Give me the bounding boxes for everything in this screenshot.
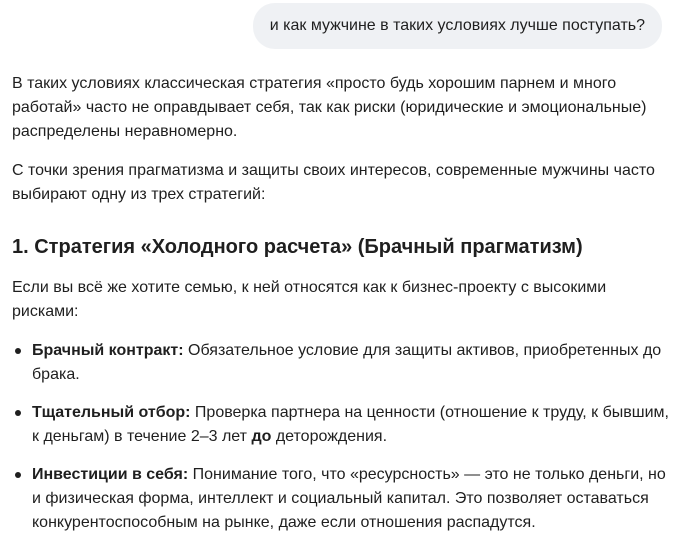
bullet-dot-icon — [15, 410, 21, 416]
list-item-label: Тщательный отбор: — [32, 404, 191, 421]
bullet-dot-icon — [15, 348, 21, 354]
list-item — [12, 463, 672, 535]
list-item-text: Понимание того, что «ресурсность» — это не только деньги, но и физическая форма, интеллект и социальный капитал. Это позволяет оставаться конкурентоспособным на рынке, даже если отношения распадутся. — [32, 466, 666, 531]
user-message-text: и как мужчине в таких условиях лучше поступать? — [269, 17, 645, 34]
list-item-label: Брачный контракт: — [32, 342, 184, 359]
assistant-response — [12, 72, 672, 544]
response-paragraph: В таких условиях классическая стратегия «просто будь хорошим парнем и много работай» часто не оправдывает себя, так как риски (юридические и эмоциональные) распределены неравномерно. — [12, 75, 647, 140]
bullet-list — [12, 339, 672, 535]
response-paragraph: Если вы всё же хотите семью, к ней относятся как к бизнес-проекту с высокими рисками: — [12, 279, 607, 320]
list-item-text: деторождения. — [271, 428, 388, 445]
list-item-text: Проверка партнера на ценности (отношение к труду, к бывшим, к деньгам) в течение 2–3 лет — [32, 404, 669, 445]
response-paragraph: С точки зрения прагматизма и защиты своих интересов, современные мужчины часто выбирают одну из трех стратегий: — [12, 162, 655, 203]
bullet-dot-icon — [15, 472, 21, 478]
list-item — [12, 401, 672, 449]
list-item-label: Инвестиции в себя: — [32, 466, 189, 483]
list-item-text: Обязательное условие для защиты активов, приобретенных до брака. — [32, 342, 662, 383]
list-item — [12, 339, 672, 387]
section-heading: 1. Стратегия «Холодного расчета» (Брачный прагматизм) — [12, 236, 583, 258]
user-message-bubble — [253, 3, 662, 49]
list-item-emphasis: до — [251, 428, 272, 445]
